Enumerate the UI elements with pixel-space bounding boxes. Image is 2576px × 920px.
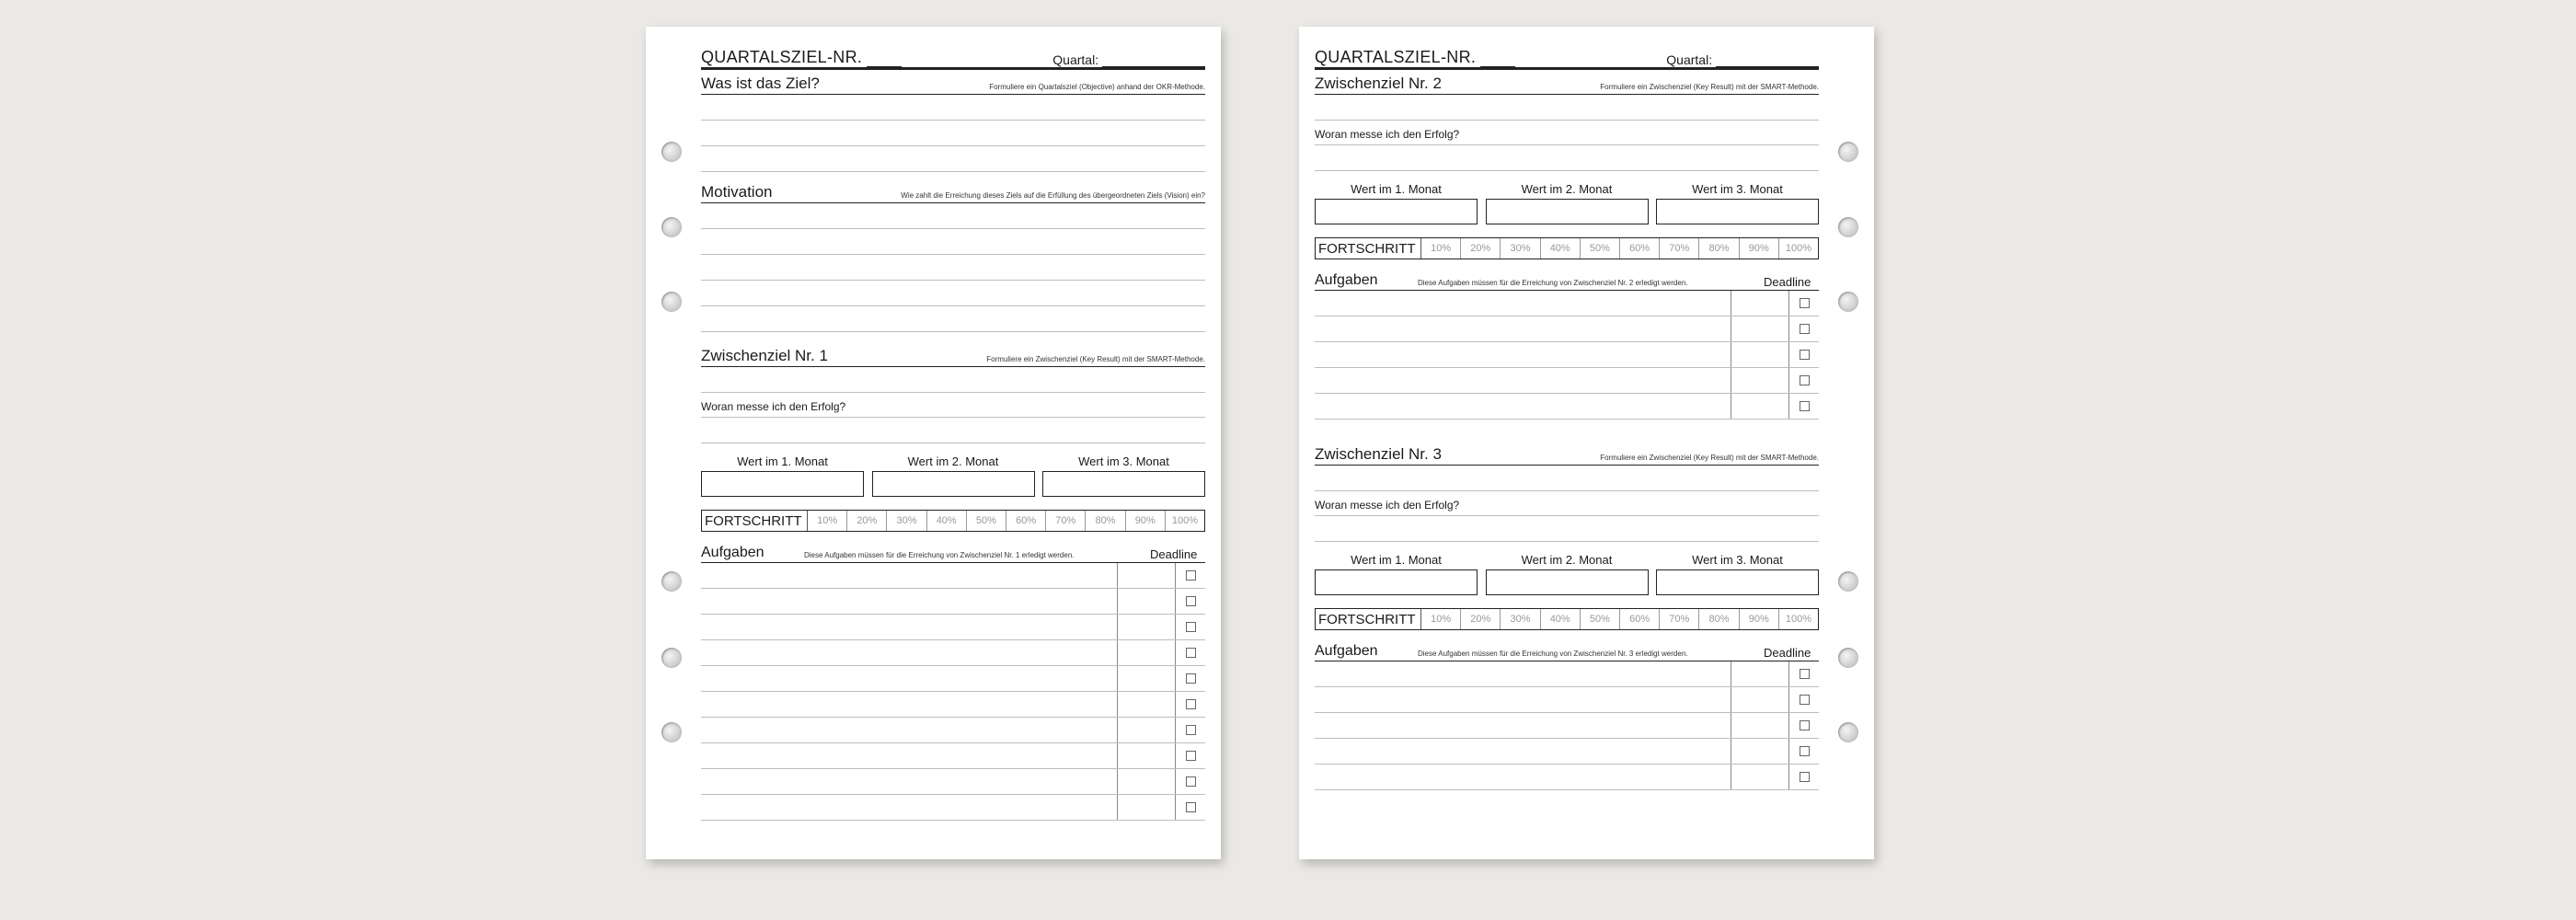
month-2-value-box[interactable] [872,471,1035,497]
checkbox[interactable] [1186,802,1196,812]
task-list [1315,661,1819,790]
month-1-value-box[interactable] [1315,199,1478,224]
motivation-title: Motivation [701,183,773,201]
checkbox[interactable] [1186,622,1196,632]
progress-label: FORTSCHRITT [1316,238,1421,259]
progress-step[interactable]: 70% [1660,238,1699,259]
milestone-2-header [1315,75,1819,95]
progress-step[interactable]: 80% [1699,238,1739,259]
progress-step[interactable]: 10% [1421,238,1461,259]
progress-bar [701,510,1205,532]
progress-step[interactable]: 100% [1785,614,1811,625]
task-row[interactable] [701,743,1205,769]
checkbox[interactable] [1186,673,1196,684]
tasks-title: Aufgaben [701,545,765,560]
month-1-label: Wert im 1. Monat [737,454,828,468]
month-2-label: Wert im 2. Monat [907,454,999,468]
task-row[interactable] [1315,739,1819,765]
progress-step[interactable]: 80% [1086,511,1125,531]
tasks-title: Aufgaben [1315,272,1378,288]
writing-line[interactable] [701,203,1205,229]
punch-hole [661,292,682,312]
month-1-label: Wert im 1. Monat [1351,553,1442,567]
task-row[interactable] [1315,368,1819,394]
task-row[interactable] [701,718,1205,743]
progress-step[interactable]: 60% [1620,609,1660,629]
task-row[interactable] [701,589,1205,615]
month-3-value-box[interactable] [1042,471,1205,497]
punch-hole [1838,648,1858,668]
punch-hole [1838,722,1858,742]
checkbox[interactable] [1186,725,1196,735]
monthly-values [701,454,1205,497]
checkbox[interactable] [1800,746,1810,756]
goal-title: Was ist das Ziel? [701,75,820,92]
progress-step[interactable]: 10% [808,511,847,531]
writing-line[interactable] [701,146,1205,172]
task-row[interactable] [1315,342,1819,368]
task-list [701,563,1205,821]
task-row[interactable] [1315,765,1819,790]
tasks-hint: Diese Aufgaben müssen für die Erreichung von Zwischenziel Nr. 2 erledigt werden. [1418,279,1688,287]
milestone-3-header [1315,445,1819,466]
task-row[interactable] [1315,291,1819,316]
progress-step[interactable]: 50% [1581,238,1620,259]
progress-step[interactable]: 40% [927,511,967,531]
milestone-1-title: Zwischenziel Nr. 1 [701,347,828,364]
milestone-hint: Formuliere ein Zwischenziel (Key Result) mit der SMART-Methode. [1600,454,1819,462]
checkbox[interactable] [1800,375,1810,385]
progress-bar [1315,608,1819,630]
goal-hint: Formuliere ein Quartalsziel (Objective) anhand der OKR-Methode. [989,83,1205,91]
motivation-hint: Wie zahlt die Erreichung dieses Ziels auf die Erfüllung des übergeordneten Ziels (Vision) ein? [901,191,1205,200]
progress-step[interactable]: 40% [1541,609,1581,629]
task-row[interactable] [701,615,1205,640]
punch-hole [1838,217,1858,237]
progress-bar [1315,237,1819,259]
punch-hole [661,217,682,237]
task-row[interactable] [701,666,1205,692]
progress-step[interactable]: 20% [1461,609,1501,629]
progress-step[interactable]: 70% [1660,609,1699,629]
checkbox[interactable] [1186,776,1196,787]
progress-step[interactable]: 100% [1785,243,1811,254]
quarter-label: Quartal: [1666,52,1819,67]
task-row[interactable] [701,795,1205,821]
checkbox[interactable] [1800,720,1810,730]
milestone-1-header [701,347,1205,367]
checkbox[interactable] [1800,298,1810,308]
month-3-value-box[interactable] [1656,199,1819,224]
planner-page-left [646,27,1221,859]
progress-step[interactable]: 60% [1620,238,1660,259]
progress-label: FORTSCHRITT [1316,609,1421,629]
punch-hole [661,142,682,162]
progress-label: FORTSCHRITT [702,511,808,531]
progress-step[interactable]: 70% [1046,511,1086,531]
progress-step[interactable]: 40% [1541,238,1581,259]
milestone-3-title: Zwischenziel Nr. 3 [1315,445,1442,463]
month-2-label: Wert im 2. Monat [1521,553,1613,567]
punch-hole [1838,142,1858,162]
writing-line[interactable] [1315,466,1819,491]
punch-hole [661,648,682,668]
writing-line[interactable] [1315,95,1819,121]
progress-step[interactable]: 20% [1461,238,1501,259]
progress-step[interactable]: 90% [1740,609,1779,629]
task-row[interactable] [1315,661,1819,687]
writing-line[interactable] [1315,516,1819,542]
punch-hole [1838,571,1858,592]
punch-hole [661,722,682,742]
progress-step[interactable]: 10% [1421,609,1461,629]
writing-line[interactable] [701,367,1205,393]
checkbox[interactable] [1800,324,1810,334]
month-3-label: Wert im 3. Monat [1692,553,1783,567]
checkbox[interactable] [1800,695,1810,705]
progress-step[interactable]: 20% [847,511,887,531]
writing-line[interactable] [701,281,1205,306]
punch-hole [661,571,682,592]
checkbox[interactable] [1800,350,1810,360]
progress-step[interactable]: 100% [1171,515,1198,526]
punch-hole [1838,292,1858,312]
month-1-value-box[interactable] [1315,569,1478,595]
writing-line[interactable] [701,418,1205,443]
writing-line[interactable] [701,95,1205,121]
goal-section-header [701,75,1205,95]
progress-step[interactable]: 90% [1126,511,1166,531]
milestone-hint: Formuliere ein Zwischenziel (Key Result) mit der SMART-Methode. [1600,83,1819,91]
month-2-label: Wert im 2. Monat [1521,182,1613,196]
progress-step[interactable]: 90% [1740,238,1779,259]
checkbox[interactable] [1800,401,1810,411]
task-row[interactable] [701,769,1205,795]
checkbox[interactable] [1186,699,1196,709]
progress-step[interactable]: 30% [1501,238,1540,259]
checkbox[interactable] [1186,648,1196,658]
monthly-values [1315,182,1819,224]
monthly-values [1315,553,1819,595]
checkbox[interactable] [1800,669,1810,679]
task-row[interactable] [1315,316,1819,342]
deadline-label: Deadline [1150,547,1198,561]
task-list [1315,291,1819,420]
checkbox[interactable] [1186,570,1196,581]
tasks-hint: Diese Aufgaben müssen für die Erreichung von Zwischenziel Nr. 1 erledigt werden. [804,551,1075,559]
quarter-goal-number-label: QUARTALSZIEL-NR. [1315,48,1515,67]
month-2-value-box[interactable] [1486,569,1649,595]
tasks-header [1315,643,1819,661]
task-row[interactable] [1315,687,1819,713]
progress-step[interactable]: 30% [887,511,926,531]
progress-step[interactable]: 30% [1501,609,1540,629]
tasks-hint: Diese Aufgaben müssen für die Erreichung von Zwischenziel Nr. 3 erledigt werden. [1418,650,1688,658]
month-1-label: Wert im 1. Monat [1351,182,1442,196]
task-row[interactable] [701,640,1205,666]
tasks-header [1315,272,1819,291]
writing-line[interactable] [701,255,1205,281]
checkbox[interactable] [1800,772,1810,782]
measure-question: Woran messe ich den Erfolg? [701,393,1205,418]
task-row[interactable] [701,563,1205,589]
deadline-label: Deadline [1764,275,1811,289]
tasks-header [701,545,1205,563]
measure-question: Woran messe ich den Erfolg? [1315,491,1819,516]
month-3-label: Wert im 3. Monat [1078,454,1169,468]
month-1-value-box[interactable] [701,471,864,497]
checkbox[interactable] [1186,751,1196,761]
quarter-goal-number-label: QUARTALSZIEL-NR. [701,48,902,67]
quarter-label: Quartal: [1052,52,1205,67]
tasks-title: Aufgaben [1315,643,1378,659]
progress-step[interactable]: 50% [1581,609,1620,629]
writing-line[interactable] [701,306,1205,332]
page-header [1315,43,1819,70]
task-row[interactable] [1315,394,1819,420]
milestone-hint: Formuliere ein Zwischenziel (Key Result) mit der SMART-Methode. [986,355,1205,363]
measure-question: Woran messe ich den Erfolg? [1315,121,1819,145]
page-header [701,43,1205,70]
checkbox[interactable] [1186,596,1196,606]
month-2-value-box[interactable] [1486,199,1649,224]
writing-line[interactable] [1315,145,1819,171]
progress-step[interactable]: 60% [1006,511,1046,531]
task-row[interactable] [1315,713,1819,739]
task-row[interactable] [701,692,1205,718]
deadline-label: Deadline [1764,646,1811,660]
motivation-section-header [701,183,1205,203]
progress-step[interactable]: 50% [967,511,1006,531]
progress-step[interactable]: 80% [1699,609,1739,629]
planner-page-right [1299,27,1874,859]
month-3-label: Wert im 3. Monat [1692,182,1783,196]
milestone-2-title: Zwischenziel Nr. 2 [1315,75,1442,92]
writing-line[interactable] [701,229,1205,255]
month-3-value-box[interactable] [1656,569,1819,595]
writing-line[interactable] [701,121,1205,146]
